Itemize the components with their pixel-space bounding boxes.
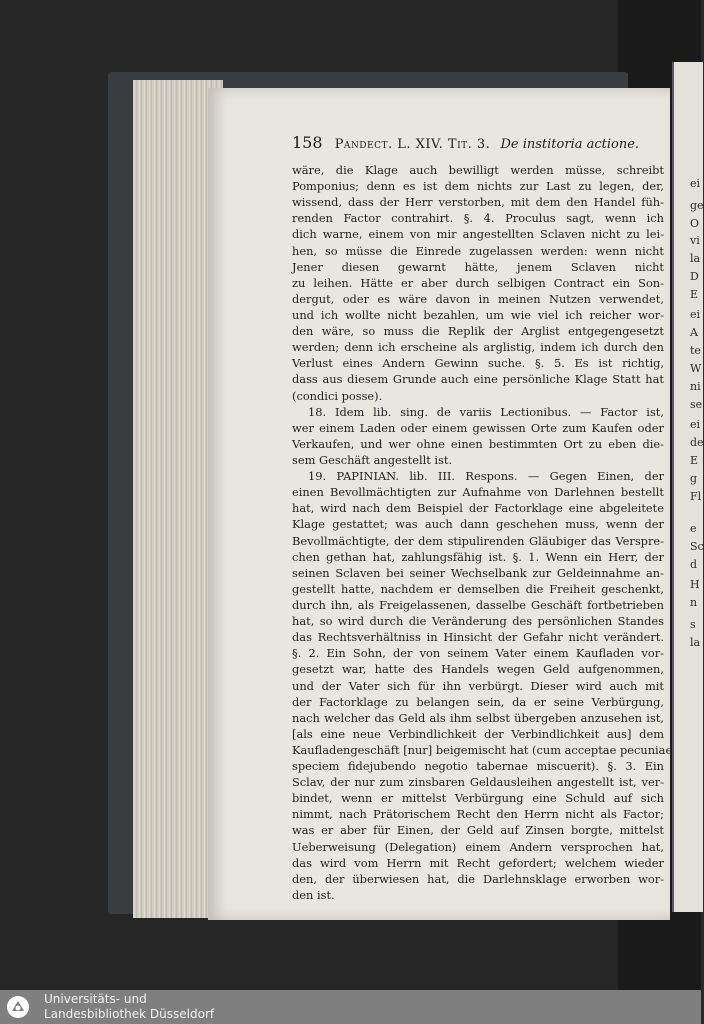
facing-page-fragment: Sc — [690, 540, 704, 553]
text-line: nach welcher das Geld als ihm selbst übergeben anzusehen ist, — [292, 710, 664, 725]
facing-page-fragment: d — [690, 558, 698, 571]
text-line: [als eine neue Verbindlichkeit der Verbindlichkeit aus] dem — [292, 726, 664, 741]
facing-page-fragment: E — [690, 454, 699, 467]
running-head — [292, 133, 652, 151]
text-line: wissend, dass der Herr verstorben, mit dem den Handel füh- — [292, 195, 664, 210]
text-line: hen, so müsse die Einrede zugelassen werden: wenn nicht — [292, 243, 664, 258]
text-line: und ich wollte nicht bezahlen, um wie viel ich reicher wor- — [292, 307, 664, 322]
text-line: das Rechtsverhältniss in Hinsicht der Gefahr nicht verändert. — [292, 630, 664, 645]
text-line: und der Vater sich für ihn verbürgt. Dieser wird auch mit — [292, 678, 664, 693]
text-line: wäre, die Klage auch bewilligt werden müsse, schreibt — [292, 163, 664, 177]
text-line: Klage gestattet; was auch dann geschehen muss, wenn der — [292, 517, 664, 532]
footer-line-1: Universitäts- und — [44, 992, 147, 1006]
text-line: gestellt hatte, nachdem er demselben die Freiheit geschenkt, — [292, 581, 664, 596]
facing-page-fragment: H — [690, 578, 700, 591]
footer-text — [44, 992, 214, 1022]
facing-page-fragment: la — [690, 636, 701, 649]
text-line: das wird vom Herrn mit Recht gefordert; welchem wieder — [292, 855, 664, 870]
text-line: den, der überwiesen hat, die Darlehnsklage erworben wor- — [292, 871, 664, 886]
facing-page-fragment: g — [690, 472, 698, 485]
library-logo-icon — [6, 995, 30, 1019]
facing-page-fragment: ge — [690, 199, 704, 212]
text-line: Pomponius; denn es ist dem nichts zur Last zu legen, der, — [292, 179, 664, 194]
facing-page-fragment: D — [690, 270, 699, 283]
text-line: dass aus diesem Grunde auch eine persönliche Klage Statt hat — [292, 372, 664, 387]
text-line: einen Bevollmächtigten zur Aufnahme von Darlehnen bestellt — [292, 485, 664, 500]
facing-page-fragment: E — [690, 288, 699, 301]
text-line: §. 2. Ein Sohn, der von seinem Vater einem Kaufladen vor- — [292, 646, 664, 661]
section-title: De institoria actione. — [500, 137, 640, 152]
text-line: den ist. — [292, 887, 335, 902]
facing-page-fragment: O — [690, 217, 700, 230]
page-text — [292, 162, 673, 903]
text-line: speciem fidejubendo negotio tabernae miscuerit). §. 3. Ein — [292, 759, 664, 774]
text-line: chen gethan hat, zahlungsfähig ist. §. 1. Wenn ein Herr, der — [292, 549, 664, 564]
facing-page-fragment: la — [690, 252, 701, 265]
text-line: durch ihn, als Freigelassenen, dasselbe Geschäft fortbetrieben — [292, 597, 664, 612]
text-line: Kaufladengeschäft [nur] beigemischt hat (cum acceptae pecuniae — [292, 742, 673, 757]
text-line: Bevollmächtigte, der dem stipulirenden Gläubiger das Verspre- — [292, 533, 664, 548]
text-line: seinen Sclaven bei seiner Wechselbank zur Geldeinnahme an- — [292, 565, 664, 580]
text-line: gesetzt war, hatte des Handels wegen Geld aufgenommen, — [292, 662, 664, 677]
facing-page-fragment: ei — [690, 177, 701, 190]
text-line: Sclav, der nur zum zinsbaren Geldausleihen angestellt ist, ver- — [292, 775, 664, 790]
text-line: wer einem Laden oder einem gewissen Orte zum Kaufen oder — [292, 420, 664, 435]
facing-page-fragment: e — [690, 522, 697, 535]
text-line: renden Factor contrahirt. §. 4. Proculus sagt, wenn ich — [292, 211, 664, 226]
facing-page-fragment: ei — [690, 308, 701, 321]
facing-page-fragment: ei — [690, 418, 701, 431]
text-line: Verkaufen, und wer ohne einen bestimmten Ort zu eben die- — [292, 436, 664, 451]
section-reference: Pandect. L. XIV. Tit. 3. — [334, 137, 491, 152]
text-line: (condici posse). — [292, 388, 383, 403]
facing-page-fragment: W — [690, 362, 702, 375]
facing-page-fragment: de — [690, 436, 704, 449]
facing-page-fragment: te — [690, 344, 701, 357]
text-line: der Factorklage zu belangen sein, da er seine Verbürgung, — [292, 694, 664, 709]
text-line: hat, so wird durch die Veränderung des persönlichen Standes — [292, 614, 664, 629]
text-line: zu leihen. Hätte er aber durch selbigen Contract ein Son- — [292, 275, 664, 290]
text-line: 19. PAPINIAN. lib. III. Respons. — Gegen Einen, der — [308, 469, 664, 484]
text-line: sem Geschäft angestellt ist. — [292, 452, 453, 467]
text-line: Jener diesen gewarnt hätte, jenem Sclaven nicht — [292, 259, 664, 274]
facing-page-fragment: ni — [690, 380, 701, 393]
text-line: 18. Idem lib. sing. de variis Lectionibus. — Factor ist, — [308, 404, 664, 419]
text-line: was er aber für Einen, der Geld auf Zinsen borgte, mittelst — [292, 823, 664, 838]
book-page — [208, 88, 673, 920]
text-line: werden; denn ich erscheine als arglistig, indem ich durch den — [292, 340, 664, 355]
text-line: Verlust eines Andern Gewinn suche. §. 5. Es ist richtig, — [292, 356, 664, 371]
facing-page-fragment: se — [690, 398, 703, 411]
text-line: bindet, wenn er mittelst Verbürgung eine Schuld auf sich — [292, 791, 664, 806]
facing-page-edge — [672, 62, 703, 912]
footer-line-2: Landesbibliothek Düsseldorf — [44, 1007, 215, 1021]
facing-page-fragment: s — [690, 618, 696, 631]
facing-page-fragment: n — [690, 596, 698, 609]
text-line: hat, wird nach dem Beispiel der Factorklage eine abgeleitete — [292, 501, 664, 516]
page-number: 158 — [292, 133, 323, 152]
text-line: den wäre, so muss die Replik der Arglist entgegengesetzt — [292, 324, 664, 339]
text-line: dich warne, einem von mir angestellten Sclaven nicht zu lei- — [292, 227, 664, 242]
text-line: dergut, oder es wäre davon in meinen Nutzen verwendet, — [292, 291, 664, 306]
text-line: nimmt, nach Prätorischem Recht den Herrn nicht als Factor; — [292, 807, 664, 822]
facing-page-fragment: vi — [690, 234, 700, 247]
text-line: Ueberweisung (Delegation) einem Andern versprochen hat, — [292, 839, 664, 854]
facing-page-fragment: Fl — [690, 490, 702, 503]
facing-page-fragment: A — [690, 326, 698, 339]
